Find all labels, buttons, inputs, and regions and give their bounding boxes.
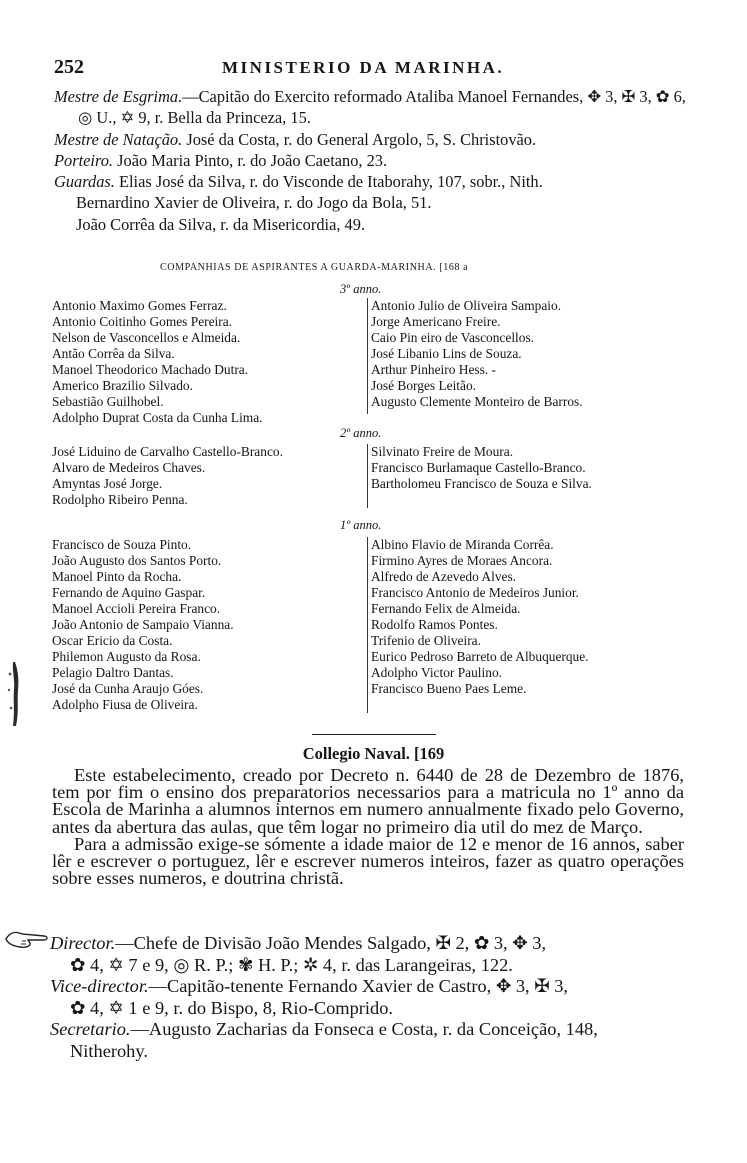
director-line-cont: ✿ 4, ✡ 7 e 9, ◎ R. P.; ✾ H. P.; ✲ 4, r. das Larangeiras, 122. xyxy=(70,954,513,975)
guarda-line: João Corrêa da Silva, r. da Misericordia, 49. xyxy=(76,214,366,234)
list-item: Antonio Maximo Gomes Ferraz. xyxy=(52,298,227,313)
list-item: Antonio Coitinho Gomes Pereira. xyxy=(52,314,233,329)
list-item: Albino Flavio de Miranda Corrêa. xyxy=(371,537,554,552)
second-year-right-list xyxy=(367,444,592,508)
section-title-companhias: COMPANHIAS DE ASPIRANTES A GUARDA-MARINHA. [168 a xyxy=(160,262,469,273)
list-item: José da Cunha Araujo Góes. xyxy=(52,681,204,696)
list-item: Manoel Theodorico Machado Dutra. xyxy=(52,362,249,377)
role-label: Guardas. xyxy=(54,172,115,192)
list-item: Trifenio de Oliveira. xyxy=(371,633,481,648)
list-item: José Borges Leitão. xyxy=(371,378,476,393)
secretario-line-cont: Nitherohy. xyxy=(70,1040,148,1061)
director-line xyxy=(52,933,684,955)
list-item: Bartholomeu Francisco de Souza e Silva. xyxy=(371,476,592,491)
list-item: José Libanio Lins de Souza. xyxy=(371,346,522,361)
paragraph: Este estabelecimento, creado por Decreto n. 6440 de 28 de Dezembro de 1876, tem por fim o ensino dos preparatorios necessarios para a matricula no 1º anno da Escola de Marinha a alumnos internos em numero annualmente fixado pelo Governo, antes da abertura das aulas, que têm logar no primeiro dia util do mez de Março. xyxy=(52,765,684,837)
list-item: Jorge Americano Freire. xyxy=(371,314,501,329)
pointing-hand-icon xyxy=(4,928,50,950)
second-year-left-list xyxy=(52,444,283,508)
list-item: Sebastião Guilhobel. xyxy=(52,394,164,409)
entry-text: Elias José da Silva, r. do Visconde de Itaborahy, 107, sobr., Nith. xyxy=(114,172,543,192)
list-item: Adolpho Duprat Costa da Cunha Lima. xyxy=(52,410,263,425)
entry-text: —Capitão do Exercito reformado Ataliba Manoel Fernandes, ✥ 3, ✠ 3, ✿ 6, ◎ U., ✡ 9, r. Bella da Princeza, 15. xyxy=(78,87,686,128)
list-item: Silvinato Freire de Moura. xyxy=(371,444,514,459)
entry-porteiro xyxy=(54,150,686,171)
entry-mestre-natacao xyxy=(54,129,686,150)
list-item: Manoel Accioli Pereira Franco. xyxy=(52,601,221,616)
list-item: Nelson de Vasconcellos e Almeida. xyxy=(52,330,241,345)
entry-text: —Chefe de Divisão João Mendes Salgado, ✠ 2, ✿ 3, ✥ 3, xyxy=(115,933,547,953)
entry-text: —Capitão-tenente Fernando Xavier de Castro, ✥ 3, ✠ 3, xyxy=(148,976,569,997)
list-item: João Augusto dos Santos Porto. xyxy=(52,553,222,568)
vice-director-line-cont: ✿ 4, ✡ 1 e 9, r. do Bispo, 8, Rio-Comprido. xyxy=(70,997,394,1018)
colegio-title: Collegio Naval. [169 xyxy=(302,744,445,763)
list-item: Francisco Antonio de Medeiros Junior. xyxy=(371,585,579,600)
role-label: Secretario. xyxy=(50,1019,131,1040)
list-item: Francisco de Souza Pinto. xyxy=(52,537,192,552)
third-year-left-list xyxy=(52,298,263,426)
list-item: Antão Corrêa da Silva. xyxy=(52,346,175,361)
year-heading-third: 3º anno. xyxy=(340,282,382,296)
list-item: Fernando Felix de Almeida. xyxy=(371,601,521,616)
page-number: 252 xyxy=(54,56,84,78)
list-item: Fernando de Aquino Gaspar. xyxy=(52,585,206,600)
running-title: MINISTERIO DA MARINHA. xyxy=(222,58,505,77)
role-label: Director. xyxy=(50,933,116,953)
entry-guardas xyxy=(54,171,686,192)
list-item: Manoel Pinto da Rocha. xyxy=(52,569,182,584)
list-item: Rodolfo Ramos Pontes. xyxy=(371,617,498,632)
secretario-line xyxy=(52,1019,684,1041)
margin-ink-mark xyxy=(6,660,22,728)
list-item: Francisco Bueno Paes Leme. xyxy=(371,681,527,696)
entry-text: José da Costa, r. do General Argolo, 5, S. Christovão. xyxy=(182,129,537,149)
role-label: Porteiro. xyxy=(54,150,114,170)
list-item: José Liduino de Carvalho Castello-Branco. xyxy=(52,444,283,459)
page-header xyxy=(54,56,684,80)
staff-entries xyxy=(54,86,686,235)
list-item: Arthur Pinheiro Hess. - xyxy=(371,362,496,377)
list-item: Oscar Ericio da Costa. xyxy=(52,633,173,648)
role-label: Mestre de Esgrima. xyxy=(54,87,183,106)
list-item: Adolpho Victor Paulino. xyxy=(371,665,502,680)
list-item: Pelagio Daltro Dantas. xyxy=(52,665,174,680)
list-item: Alvaro de Medeiros Chaves. xyxy=(52,460,206,475)
third-year-right-list xyxy=(367,298,583,414)
role-label: Vice-director. xyxy=(50,976,149,997)
list-item: Firmino Ayres de Moraes Ancora. xyxy=(371,553,553,568)
list-item: Philemon Augusto da Rosa. xyxy=(52,649,201,664)
list-item: Augusto Clemente Monteiro de Barros. xyxy=(371,394,583,409)
list-item: Francisco Burlamaque Castello-Branco. xyxy=(371,460,586,475)
list-item: Caio Pin eiro de Vasconcellos. xyxy=(371,330,535,345)
list-item: João Antonio de Sampaio Vianna. xyxy=(52,617,234,632)
first-year-left-list xyxy=(52,537,234,713)
first-year-right-list xyxy=(367,537,589,713)
vice-director-line xyxy=(52,976,684,998)
list-item: Adolpho Fiusa de Oliveira. xyxy=(52,697,198,712)
entry-text: João Maria Pinto, r. do João Caetano, 23. xyxy=(113,150,388,170)
colegio-staff xyxy=(52,933,684,1063)
list-item: Amyntas José Jorge. xyxy=(52,476,163,491)
list-item: Antonio Julio de Oliveira Sampaio. xyxy=(371,298,562,313)
colegio-description xyxy=(52,767,684,887)
year-heading-first: 1º anno. xyxy=(340,518,382,532)
list-item: Rodolpho Ribeiro Penna. xyxy=(52,492,188,507)
list-item: Eurico Pedroso Barreto de Albuquerque. xyxy=(371,649,589,664)
list-item: Alfredo de Azevedo Alves. xyxy=(371,569,517,584)
role-label: Mestre de Natação. xyxy=(54,129,183,149)
entry-mestre-esgrima xyxy=(54,86,686,129)
year-heading-second: 2º anno. xyxy=(340,426,382,440)
list-item: Americo Brazilio Silvado. xyxy=(52,378,193,393)
guarda-line: Bernardino Xavier de Oliveira, r. do Jogo da Bola, 51. xyxy=(76,193,432,213)
section-divider xyxy=(312,734,436,735)
entry-text: —Augusto Zacharias da Fonseca e Costa, r. da Conceição, 148, xyxy=(130,1019,598,1040)
paragraph: Para a admissão exige-se sómente a idade maior de 12 e menor de 16 annos, saber lêr e escrever o portuguez, lêr e escrever numeros inteiros, fazer as quatro operações sobre esses numeros, e doutrina christã. xyxy=(52,833,684,889)
